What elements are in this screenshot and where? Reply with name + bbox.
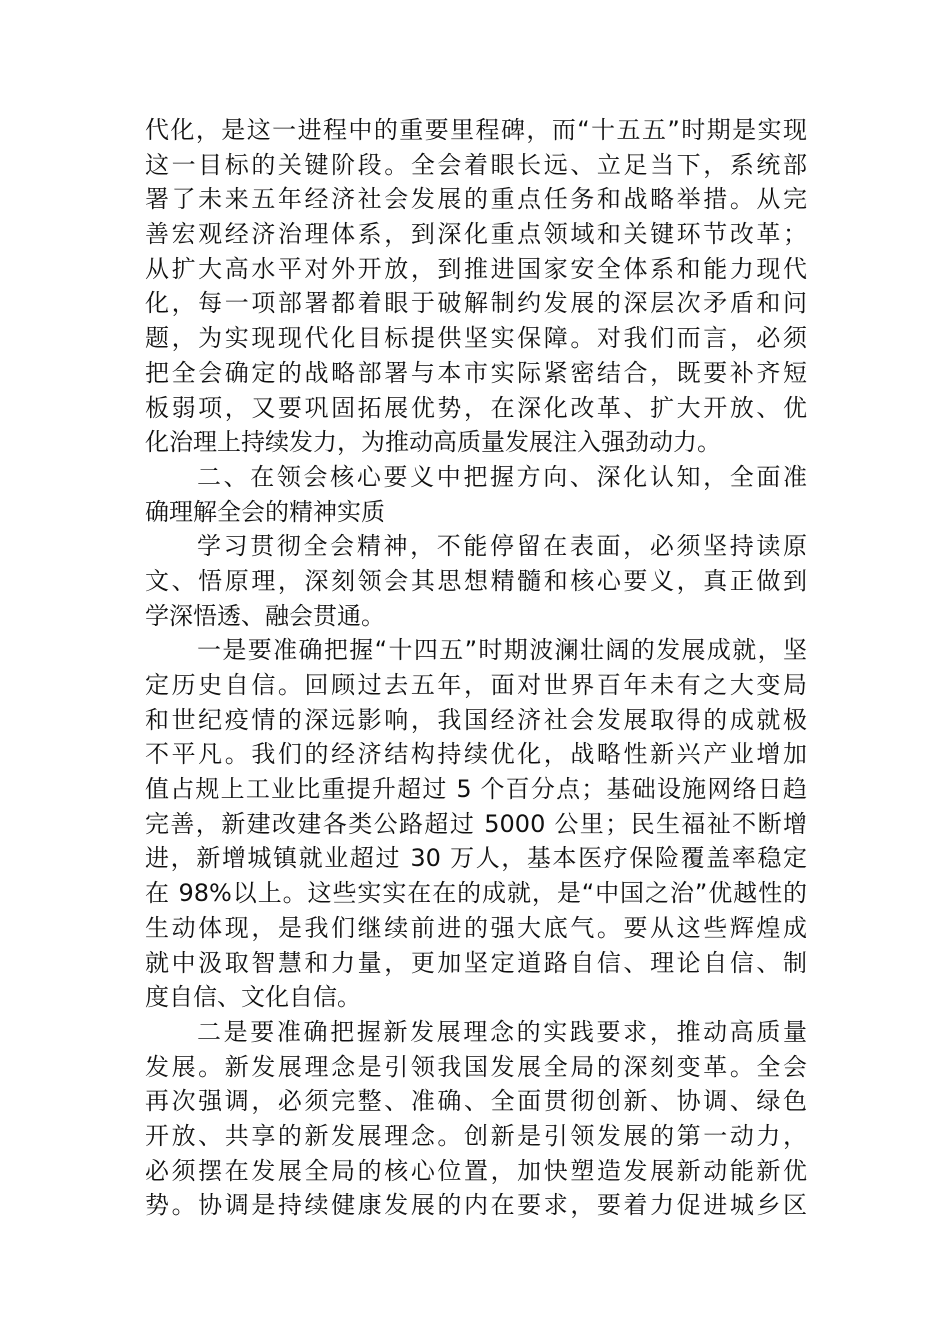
- text-line: 题，为实现现代化目标提供坚实保障。对我们而言，必须: [145, 324, 807, 353]
- text-line: 必须摆在发展全局的核心位置，加快塑造发展新动能新优: [145, 1156, 807, 1185]
- text-line: 和世纪疫情的深远影响，我国经济社会发展取得的成就极: [145, 705, 807, 734]
- text-line: 值占规上工业比重提升超过 5 个百分点；基础设施网络日趋: [145, 775, 807, 804]
- text-line: 学习贯彻全会精神，不能停留在表面，必须坚持读原: [197, 532, 807, 561]
- text-line: 二是要准确把握新发展理念的实践要求，推动高质量: [197, 1017, 807, 1046]
- text-line: 善宏观经济治理体系，到深化重点领域和关键环节改革；: [145, 220, 807, 249]
- text-line: 定历史自信。回顾过去五年，面对世界百年未有之大变局: [145, 671, 807, 699]
- text-line: 板弱项，又要巩固拓展优势，在深化改革、扩大开放、优: [145, 393, 807, 422]
- paragraph-intro: [145, 529, 807, 633]
- text-line: 不平凡。我们的经济结构持续优化，战略性新兴产业增加: [145, 740, 807, 769]
- text-line: 把全会确定的战略部署与本市实际紧密结合，既要补齐短: [145, 358, 807, 387]
- paragraph-continuation: [145, 113, 807, 460]
- text-line: 生动体现，是我们继续前进的强大底气。要从这些辉煌成: [145, 913, 807, 942]
- paragraph-point-one: [145, 633, 807, 1015]
- text-line: 一是要准确把握“十四五”时期波澜壮阔的发展成就，坚: [197, 636, 807, 665]
- text-line: 化，每一项部署都着眼于破解制约发展的深层次矛盾和问: [145, 289, 807, 318]
- text-line: 署了未来五年经济社会发展的重点任务和战略举措。从完: [145, 185, 807, 214]
- text-line: 学深悟透、融会贯通。: [145, 601, 385, 630]
- text-line: 代化，是这一进程中的重要里程碑，而“十五五”时期是实现: [145, 116, 807, 144]
- text-line: 度自信、文化自信。: [145, 983, 361, 1012]
- heading-line: 确理解全会的精神实质: [145, 497, 385, 526]
- text-line: 就中汲取智慧和力量，更加坚定道路自信、理论自信、制: [145, 948, 807, 977]
- text-line: 这一目标的关键阶段。全会着眼长远、立足当下，系统部: [145, 150, 807, 179]
- text-line: 发展。新发展理念是引领我国发展全局的深刻变革。全会: [145, 1052, 807, 1081]
- text-line: 从扩大高水平对外开放，到推进国家安全体系和能力现代: [145, 254, 807, 283]
- text-line: 完善，新建改建各类公路超过 5000 公里；民生福祉不断增: [145, 809, 807, 838]
- text-line: 开放、共享的新发展理念。创新是引领发展的第一动力，: [145, 1121, 807, 1150]
- text-line: 再次强调，必须完整、准确、全面贯彻创新、协调、绿色: [145, 1087, 807, 1116]
- text-line: 势。协调是持续健康发展的内在要求，要着力促进城乡区: [145, 1191, 807, 1220]
- heading-line: 二、在领会核心要义中把握方向、深化认知，全面准: [197, 462, 807, 491]
- paragraph-point-two: [145, 1015, 807, 1223]
- text-line: 进，新增城镇就业超过 30 万人，基本医疗保险覆盖率稳定: [145, 844, 807, 873]
- section-heading: [145, 460, 807, 529]
- document-page: [145, 113, 807, 1223]
- text-line: 在 98%以上。这些实实在在的成就，是“中国之治”优越性的: [145, 879, 807, 908]
- text-line: 文、悟原理，深刻领会其思想精髓和核心要义，真正做到: [145, 566, 807, 595]
- text-line: 化治理上持续发力，为推动高质量发展注入强劲动力。: [145, 428, 721, 457]
